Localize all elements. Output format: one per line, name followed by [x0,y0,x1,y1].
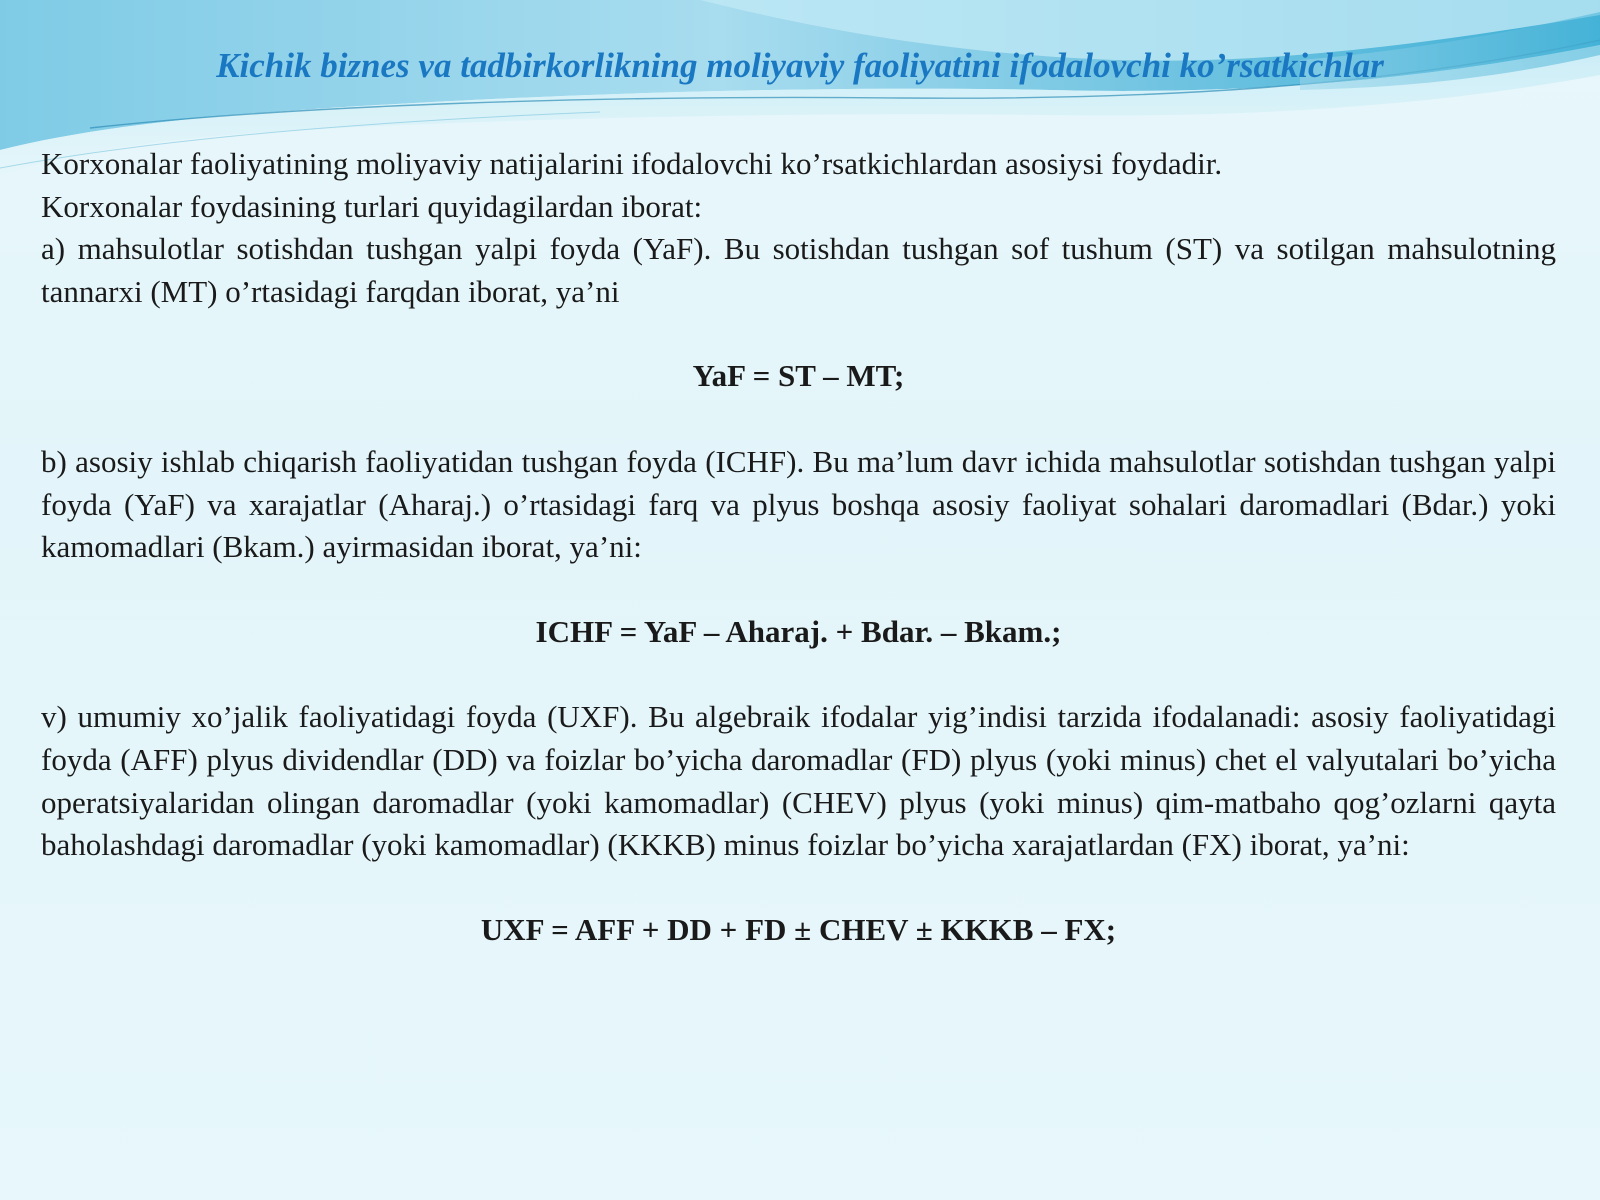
item-b-paragraph: b) asosiy ishlab chiqarish faoliyatidan tushgan foyda (ICHF). Bu ma’lum davr ichida mahsulotlar sotishdan tushgan yalpi foyda (YaF) va xarajatlar (Aharaj.) o’rtasidagi farq va plyus boshqa asosiy faoliyat sohalari daromadlari (Bdar.) yoki kamomadlari (Bkam.) ayirmasidan iborat, ya’ni: [41,443,1556,565]
slide-body [41,143,1556,994]
formula-a: YaF = ST – MT; [692,358,905,394]
item-a-paragraph: a) mahsulotlar sotishdan tushgan yalpi foyda (YaF). Bu sotishdan tushgan sof tushum (ST) va sotilgan mahsulotning tannarxi (MT) o’rtasidagi farqdan iborat, ya’ni [41,231,1556,309]
formula-v: UXF = AFF + DD + FD ± CHEV ± KKKB – FX; [480,911,1117,947]
item-v-paragraph: v) umumiy xo’jalik faoliyatidagi foyda (UXF). Bu algebraik ifodalar yig’indisi tarzida ifodalanadi: asosiy faoliyatidagi foyda (AFF) plyus dividendlar (DD) va foizlar bo’yicha daromadlar (FD) plyus (yoki minus) chet el valyutalari bo’yicha operatsiyalaridan olingan daromadlar (yoki kamomadlar) (CHEV) plyus (yoki minus) qim-matbaho qog’ozlarni qayta baholashdagi daromadlar (yoki kamomadlar) (KKKB) minus foizlar bo’yicha xarajatlardan (FX) iborat, ya’ni: [41,699,1556,863]
formula-b: ICHF = YaF – Aharaj. + Bdar. – Bkam.; [535,613,1062,649]
intro-paragraph-1: Korxonalar faoliyatining moliyaviy natijalarini ifodalovchi ko’rsatkichlardan asosiysi foydadir. [41,146,1223,181]
intro-paragraph-2: Korxonalar foydasining turlari quyidagilardan iborat: [41,188,703,224]
slide-title: Kichik biznes va tadbirkorlikning moliyaviy faoliyatini ifodalovchi ko’rsatkichlar [216,46,1384,85]
